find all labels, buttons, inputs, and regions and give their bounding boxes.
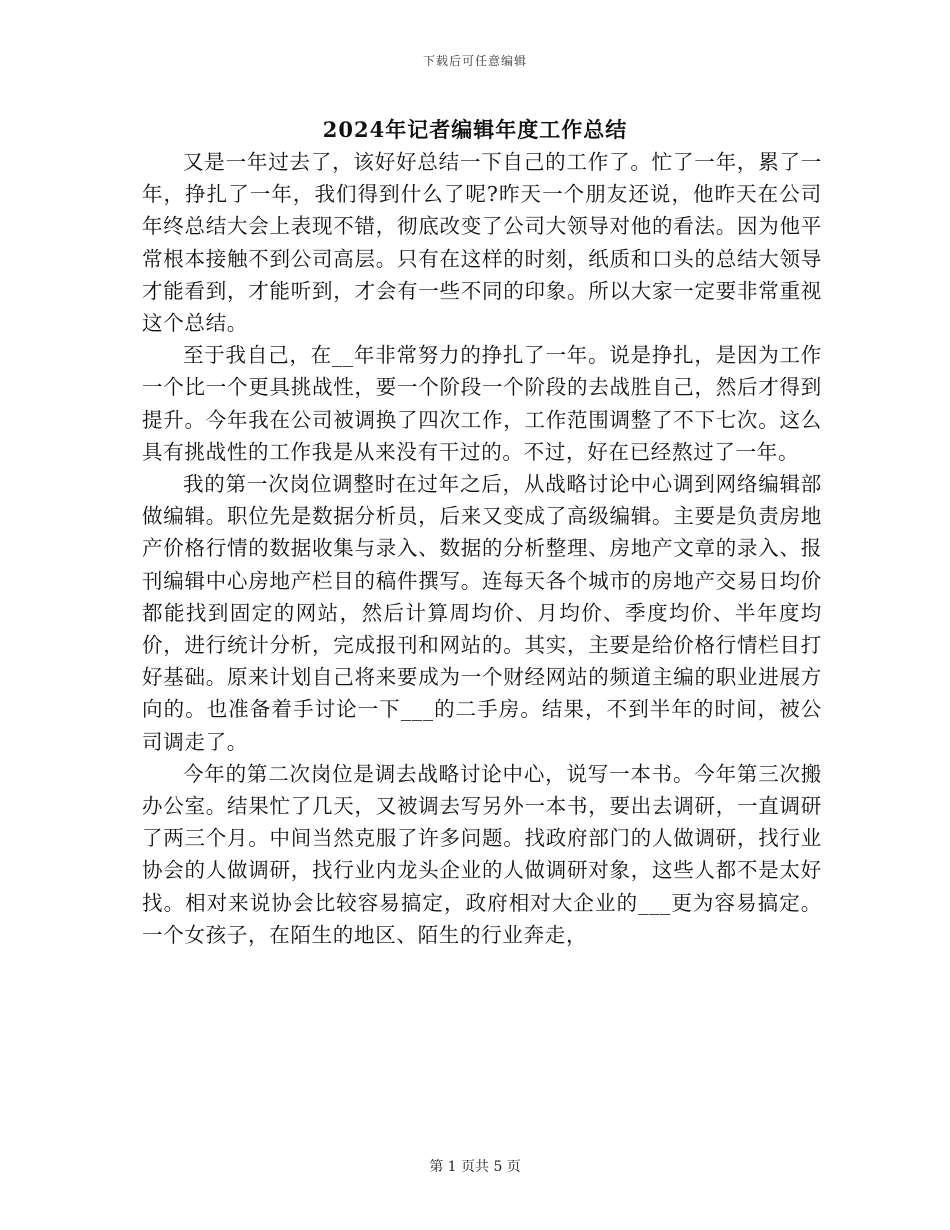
- paragraph-1: 又是一年过去了，该好好总结一下自己的工作了。忙了一年，累了一年，挣扎了一年，我们得到什么了呢?昨天一个朋友还说，他昨天在公司年终总结大会上表现不错，彻底改变了公司大领导对他的看法。因为他平常根本接触不到公司高层。只有在这样的时刻，纸质和口头的总结大领导才能看到，才能听到，才会有一些不同的印象。所以大家一定要非常重视这个总结。: [142, 150, 822, 336]
- paragraph-3: 我的第一次岗位调整时在过年之后，从战略讨论中心调到网络编辑部做编辑。职位先是数据分析员，后来又变成了高级编辑。主要是负责房地产价格行情的数据收集与录入、数据的分析整理、房地产文章的录入、报刊编辑中心房地产栏目的稿件撰写。连每天各个城市的房地产交易日均价都能找到固定的网站，然后计算周均价、月均价、季度均价、半年度均价，进行统计分析，完成报刊和网站的。其实，主要是给价格行情栏目打好基础。原来计划自己将来要成为一个财经网站的频道主编的职业进展方向的。也准备着手讨论一下___的二手房。结果，不到半年的时间，被公司调走了。: [142, 472, 822, 754]
- document-body: [142, 146, 822, 951]
- page-number: 第 1 页共 5 页: [429, 1159, 521, 1175]
- paragraph-2: 至于我自己，在__年非常努力的挣扎了一年。说是挣扎，是因为工作一个比一个更具挑战性，要一个阶段一个阶段的去战胜自己，然后才得到提升。今年我在公司被调换了四次工作，工作范围调整了不下七次。这么具有挑战性的工作我是从来没有干过的。不过，好在已经熬过了一年。: [142, 343, 822, 464]
- header-note: 下载后可任意编辑: [422, 54, 527, 68]
- document-title: 2024年记者编辑年度工作总结: [322, 117, 628, 142]
- paragraph-4: 今年的第二次岗位是调去战略讨论中心，说写一本书。今年第三次搬办公室。结果忙了几天，又被调去写另外一本书，要出去调研，一直调研了两三个月。中间当然克服了许多问题。找政府部门的人做调研，找行业协会的人做调研，找行业内龙头企业的人做调研对象，这些人都不是太好找。相对来说协会比较容易搞定，政府相对大企业的___更为容易搞定。一个女孩子，在陌生的地区、陌生的行业奔走，: [142, 761, 822, 947]
